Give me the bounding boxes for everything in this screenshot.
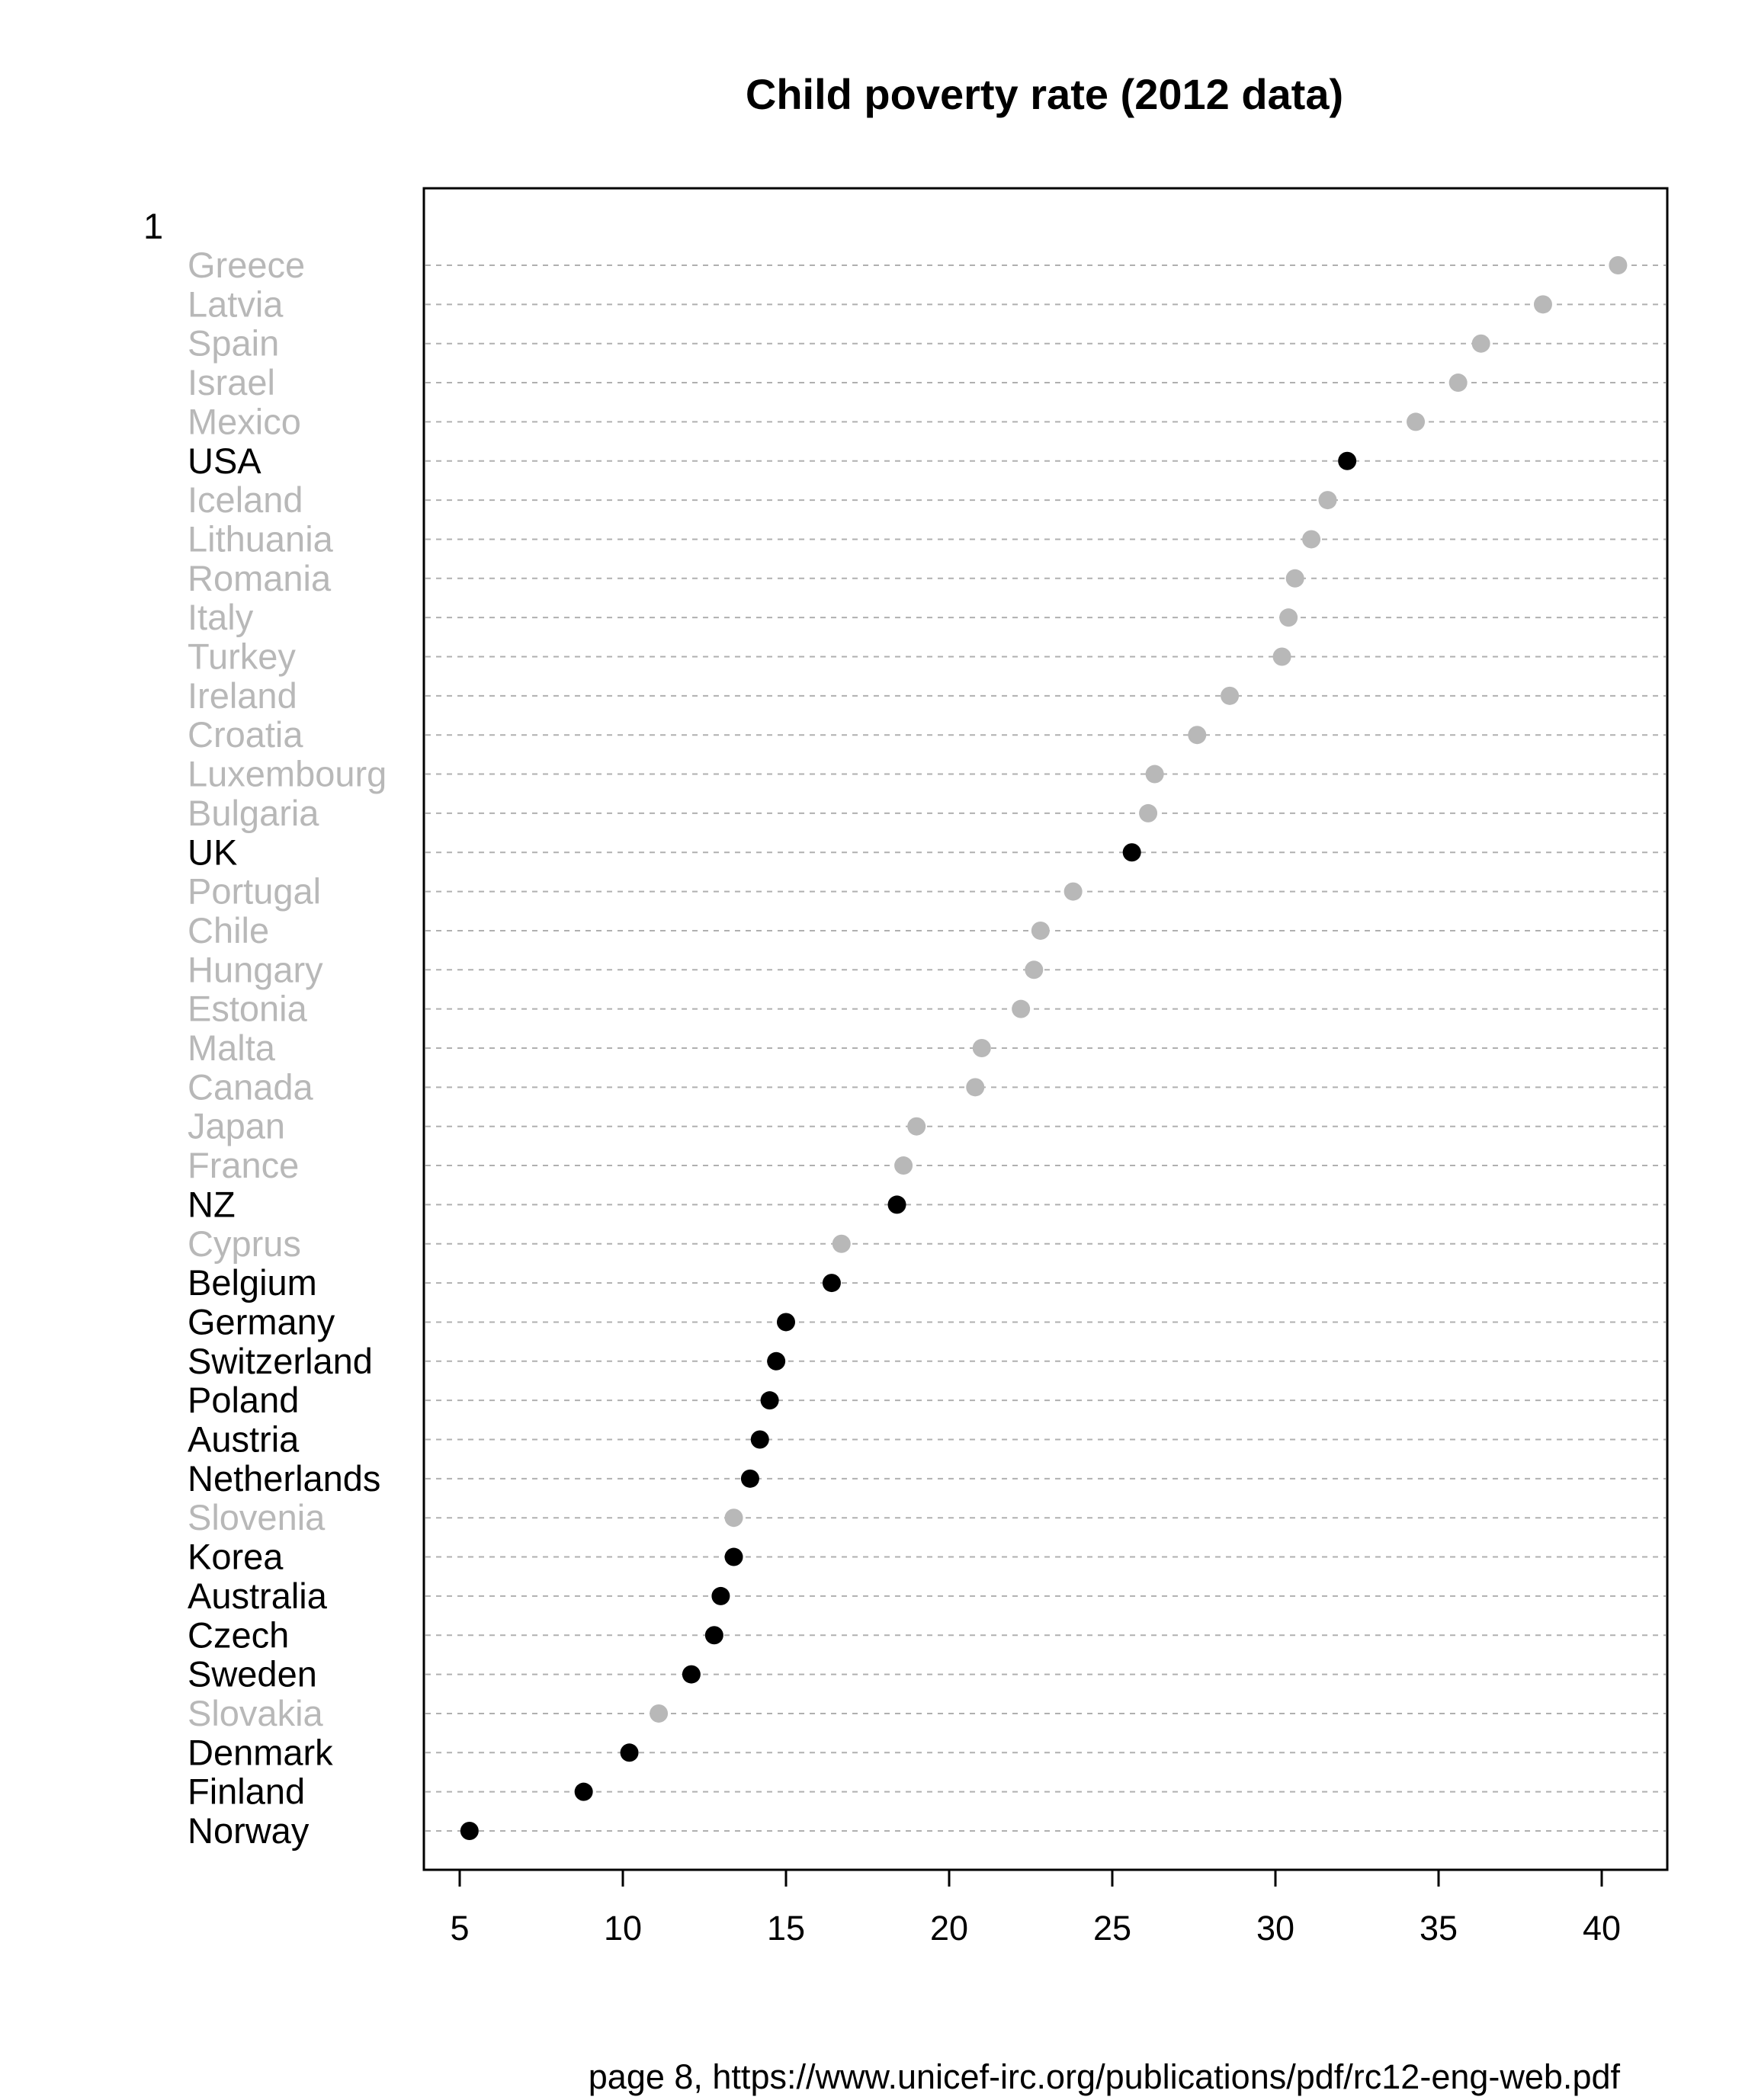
category-label-slovakia: Slovakia	[188, 1692, 323, 1733]
category-label-germany: Germany	[188, 1301, 335, 1342]
plot-frame	[424, 188, 1667, 1870]
point-germany	[777, 1313, 795, 1331]
point-switzerland	[767, 1352, 785, 1371]
point-sweden	[682, 1666, 701, 1684]
category-labels	[188, 245, 387, 1851]
chart-title: Child poverty rate (2012 data)	[745, 70, 1344, 118]
x-axis	[450, 1870, 1621, 1948]
point-austria	[751, 1431, 769, 1449]
category-label-romania: Romania	[188, 557, 332, 598]
category-label-switzerland: Switzerland	[188, 1340, 373, 1381]
x-tick-label-35: 35	[1419, 1909, 1458, 1948]
category-label-greece: Greece	[188, 245, 306, 285]
point-latvia	[1534, 295, 1552, 313]
category-label-italy: Italy	[188, 597, 254, 638]
category-label-iceland: Iceland	[188, 479, 303, 521]
category-label-latvia: Latvia	[188, 284, 284, 325]
x-tick-label-15: 15	[766, 1909, 806, 1948]
point-italy	[1279, 608, 1298, 627]
point-czech	[705, 1626, 723, 1644]
point-malta	[973, 1039, 991, 1057]
point-portugal	[1064, 883, 1083, 901]
category-label-israel: Israel	[188, 362, 275, 403]
category-label-portugal: Portugal	[188, 870, 322, 912]
point-estonia	[1012, 1000, 1030, 1018]
point-korea	[725, 1548, 743, 1566]
category-label-belgium: Belgium	[188, 1262, 317, 1303]
point-turkey	[1273, 648, 1291, 666]
point-slovenia	[725, 1508, 743, 1527]
category-label-ireland: Ireland	[188, 675, 297, 716]
point-lithuania	[1302, 530, 1320, 548]
category-label-france: France	[188, 1145, 300, 1186]
category-label-chile: Chile	[188, 909, 270, 951]
x-tick-label-5: 5	[450, 1909, 470, 1948]
category-label-australia: Australia	[188, 1575, 327, 1616]
category-label-lithuania: Lithuania	[188, 518, 333, 559]
point-luxembourg	[1146, 765, 1164, 784]
source-note: page 8, https://www.unicef-irc.org/publications/pdf/rc12-eng-web.pdf	[588, 2057, 1620, 2096]
point-iceland	[1318, 491, 1336, 509]
category-label-spain: Spain	[188, 322, 280, 364]
point-hungary	[1025, 960, 1043, 979]
point-romania	[1286, 569, 1304, 588]
category-label-slovenia: Slovenia	[188, 1497, 326, 1538]
point-france	[894, 1156, 913, 1175]
category-label-uk: UK	[188, 832, 238, 873]
x-tick-label-10: 10	[603, 1909, 643, 1948]
category-label-finland: Finland	[188, 1771, 306, 1812]
x-tick-label-40: 40	[1582, 1909, 1622, 1948]
point-australia	[711, 1587, 730, 1605]
category-label-austria: Austria	[188, 1419, 300, 1460]
category-label-luxembourg: Luxembourg	[188, 753, 387, 794]
group-label: 1	[143, 206, 164, 246]
point-norway	[460, 1822, 479, 1840]
point-canada	[966, 1078, 984, 1096]
point-usa	[1338, 452, 1356, 470]
point-bulgaria	[1139, 804, 1157, 822]
point-greece	[1609, 256, 1627, 274]
category-label-usa: USA	[188, 440, 261, 481]
category-label-mexico: Mexico	[188, 401, 301, 442]
category-label-denmark: Denmark	[188, 1732, 333, 1773]
point-netherlands	[741, 1470, 759, 1488]
point-nz	[888, 1195, 906, 1214]
category-label-hungary: Hungary	[188, 949, 323, 990]
category-label-netherlands: Netherlands	[188, 1457, 381, 1499]
category-label-poland: Poland	[188, 1380, 300, 1421]
point-mexico	[1407, 412, 1425, 431]
category-label-croatia: Croatia	[188, 714, 303, 755]
category-label-cyprus: Cyprus	[188, 1223, 301, 1264]
point-israel	[1449, 374, 1468, 392]
point-chile	[1031, 922, 1050, 940]
point-belgium	[823, 1274, 841, 1292]
category-label-sweden: Sweden	[188, 1653, 317, 1694]
x-tick-label-25: 25	[1092, 1909, 1132, 1948]
point-ireland	[1221, 687, 1239, 705]
category-label-norway: Norway	[188, 1810, 310, 1851]
x-tick-label-20: 20	[929, 1909, 969, 1948]
point-denmark	[621, 1743, 639, 1762]
point-poland	[761, 1391, 779, 1409]
x-tick-label-30: 30	[1256, 1909, 1295, 1948]
point-cyprus	[832, 1235, 851, 1253]
category-label-korea: Korea	[188, 1536, 284, 1577]
category-label-nz: NZ	[188, 1184, 236, 1225]
point-japan	[907, 1117, 926, 1136]
point-uk	[1123, 843, 1141, 861]
category-label-czech: Czech	[188, 1614, 290, 1656]
category-label-japan: Japan	[188, 1105, 286, 1146]
point-croatia	[1188, 726, 1206, 744]
category-label-malta: Malta	[188, 1028, 275, 1068]
point-finland	[575, 1783, 593, 1801]
category-label-estonia: Estonia	[188, 988, 307, 1029]
category-label-turkey: Turkey	[188, 636, 296, 677]
point-slovakia	[650, 1704, 668, 1723]
point-spain	[1472, 335, 1490, 353]
gridlines	[425, 265, 1666, 1831]
category-label-canada: Canada	[188, 1066, 313, 1108]
category-label-bulgaria: Bulgaria	[188, 792, 319, 833]
